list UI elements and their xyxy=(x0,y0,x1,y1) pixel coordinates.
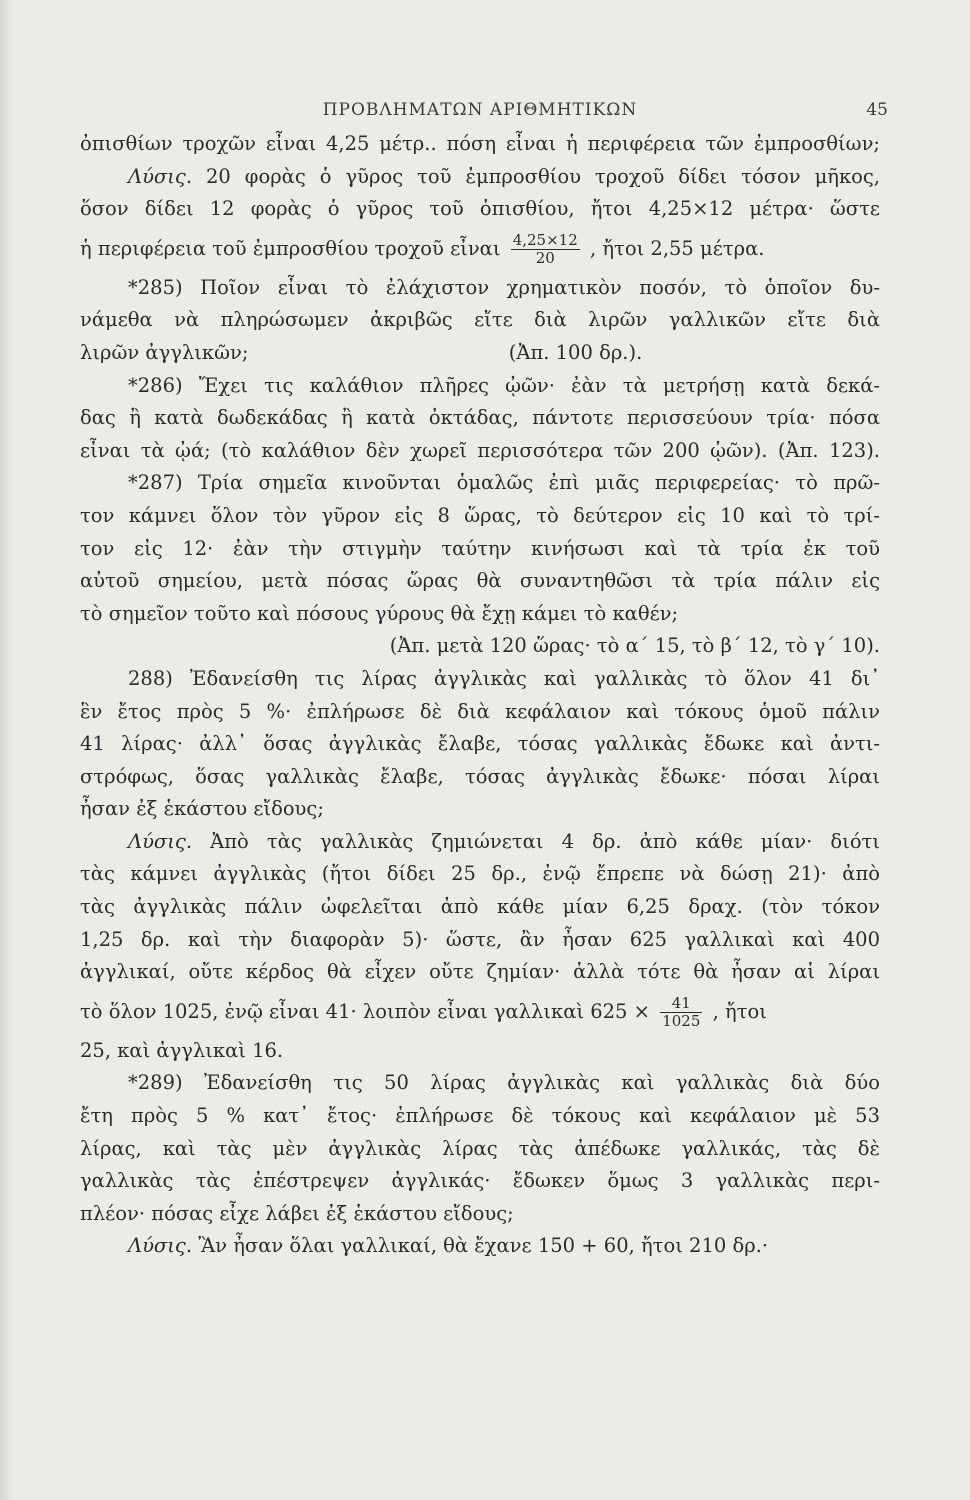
solution-label: Λύσις. xyxy=(128,829,193,853)
problem-285-start: *285) Ποῖον εἶναι τὸ ἐλάχιστον χρηματικὸν ποσόν, τὸ ὁποῖον δυ- xyxy=(128,275,880,299)
fraction xyxy=(660,995,702,1030)
solution-label: Λύσις. xyxy=(128,164,193,188)
text-line: πλέον· πόσας εἶχε λάβει ἐξ ἑκάστου εἴδους; xyxy=(80,1201,514,1225)
text-line: ἔτη πρὸς 5 % κατ᾽ ἔτος· ἐπλήρωσε δὲ τόκους καὶ κεφάλαιον μὲ 53 xyxy=(80,1104,880,1128)
page-number: 45 xyxy=(866,100,888,120)
text-line: τον εἰς 12· ἐὰν τὴν στιγμὴν ταύτην κινήσωσι καὶ τὰ τρία ἐκ τοῦ xyxy=(80,536,880,560)
text-line: γαλλικὰς τὰς ἐπέστρεψεν ἀγγλικάς· ἔδωκεν ὅμως 3 γαλλικὰς περι- xyxy=(80,1169,880,1193)
fraction-denominator: 1025 xyxy=(662,1011,701,1030)
text-line: εἶναι τὰ ᾠά; (τὸ καλάθιον δὲν χωρεῖ περισσότερα τῶν 200 ᾠῶν). (Ἀπ. 123). xyxy=(80,438,880,462)
text-line: τὸ σημεῖον τοῦτο καὶ πόσους γύρους θὰ ἔχῃ κάμει τὸ καθέν; xyxy=(80,601,679,625)
fraction-denominator: 20 xyxy=(535,248,555,267)
text-line: ἓν ἔτος πρὸς 5 %· ἐπλήρωσε δὲ διὰ κεφάλαιον καὶ τόκους ὁμοῦ πάλιν xyxy=(80,699,880,723)
fraction-numerator: 4,25×12 xyxy=(512,230,578,249)
solution-label: Λύσις. xyxy=(128,1234,193,1258)
page-header xyxy=(80,100,888,130)
text-line: ἀγγλικαί, οὔτε κέρδος θὰ εἶχεν οὔτε ζημίαν· ἀλλὰ τότε θὰ ἦσαν αἱ λίραι xyxy=(80,960,880,984)
text-line-with-fraction xyxy=(80,226,880,272)
text-line: τὰς κάμνει ἀγγλικὰς (ἤτοι δίδει 25 δρ., ἐνῷ ἔπρεπε νὰ δώσῃ 21)· ἀπὸ xyxy=(80,862,880,886)
solution-text: Λύσις. 20 φορὰς ὁ γῦρος τοῦ ἐμπροσθίου τροχοῦ δίδει τόσον μῆκος, xyxy=(128,164,880,188)
text-line: αὐτοῦ σημείου, μετὰ πόσας ὥρας θὰ συναντηθῶσι τὰ τρία πάλιν εἰς xyxy=(80,569,880,593)
text-line: ὀπισθίων τροχῶν εἶναι 4,25 μέτρ.. πόση εἶναι ἡ περιφέρεια τῶν ἐμπροσθίων; xyxy=(80,132,880,155)
text-line: στρόφως, ὅσας γαλλικὰς ἔλαβε, τόσας ἀγγλικὰς ἔδωκε· πόσαι λίραι xyxy=(80,764,880,788)
text-segment: τὸ ὅλον 1025, ἐνῷ εἶναι 41· λοιπὸν εἶναι γαλλικαὶ 625 × xyxy=(80,999,650,1023)
solution-text: Ἂν ἦσαν ὅλαι γαλλικαί, θὰ ἔχανε 150 + 60, ἤτοι 210 δρ.· xyxy=(192,1234,769,1258)
text-line: λίρας, καὶ τὰς μὲν ἀγγλικὰς λίρας τὰς ἀπέδωκε γαλλικάς, τὰς δὲ xyxy=(80,1136,880,1160)
text-segment: , ἤτοι xyxy=(712,999,767,1023)
solution-text: Ἀπὸ τὰς γαλλικὰς ζημιώνεται 4 δρ. ἀπὸ κάθε μίαν· διότι xyxy=(192,829,880,853)
problem-287-start: *287) Τρία σημεῖα κινοῦνται ὁμαλῶς ἐπὶ μιᾶς περιφερείας· τὸ πρῶ- xyxy=(128,471,880,495)
text-line-with-fraction xyxy=(80,989,880,1035)
text-line: νάμεθα νὰ πληρώσωμεν ἀκριβῶς εἴτε διὰ λιρῶν γαλλικῶν εἴτε διὰ xyxy=(80,308,880,332)
text-line: τὰς ἀγγλικὰς πάλιν ὠφελεῖται ἀπὸ κάθε μίαν 6,25 δραχ. (τὸν τόκον xyxy=(80,895,880,919)
text-line: ὅσον δίδει 12 φορὰς ὁ γῦρος τοῦ ὀπισθίου, ἤτοι 4,25×12 μέτρα· ὥστε xyxy=(80,197,880,221)
page-gutter-shadow xyxy=(0,0,14,1500)
text-line xyxy=(80,161,880,194)
text-segment: ἡ περιφέρεια τοῦ ἐμπροσθίου τροχοῦ εἶναι xyxy=(80,236,501,260)
text-line: 41 λίρας· ἀλλ᾽ ὅσας ἀγγλικὰς ἔλαβε, τόσας γαλλικὰς ἔδωκε καὶ ἀντι- xyxy=(80,732,880,756)
text-line: 25, καὶ ἀγγλικαὶ 16. xyxy=(80,1038,284,1062)
text-line: λιρῶν ἀγγλικῶν; (Ἀπ. 100 δρ.). xyxy=(80,340,643,364)
text-line: 1,25 δρ. καὶ τὴν διαφορὰν 5)· ὥστε, ἂν ἦσαν 625 γαλλικαὶ καὶ 400 xyxy=(80,927,880,951)
problem-288-start: 288) Ἐδανείσθη τις λίρας ἀγγλικὰς καὶ γαλλικὰς τὸ ὅλον 41 δι᾽ xyxy=(128,666,880,690)
problem-286-start: *286) Ἔχει τις καλάθιον πλῆρες ᾠῶν· ἐὰν τὰ μετρήσῃ κατὰ δεκά- xyxy=(128,373,880,397)
text-line: τον κάμνει ὅλον τὸν γῦρον εἰς 8 ὥρας, τὸ δεύτερον εἰς 10 καὶ τὸ τρί- xyxy=(80,503,880,527)
problem-289-start: *289) Ἐδανείσθη τις 50 λίρας ἀγγλικὰς καὶ γαλλικὰς διὰ δύο xyxy=(128,1071,880,1095)
answer-line: (Ἀπ. μετὰ 120 ὥρας· τὸ α΄ 15, τὸ β΄ 12, τὸ γ΄ 10). xyxy=(389,634,880,658)
text-line: δας ἢ κατὰ δωδεκάδας ἢ κατὰ ὀκτάδας, πάντοτε περισσεύουν τρία· πόσα xyxy=(80,406,880,430)
text-line: ἦσαν ἐξ ἑκάστου εἴδους; xyxy=(80,797,324,821)
fraction-numerator: 41 xyxy=(660,995,702,1013)
solution-line xyxy=(80,826,880,859)
running-title: ΠΡΟΒΛΗΜΑΤΩΝ ΑΡΙΘΜΗΤΙΚΩΝ xyxy=(322,100,638,120)
page-body xyxy=(80,128,880,1263)
fraction xyxy=(511,232,580,267)
solution-line xyxy=(80,1230,880,1263)
text-segment: , ἤτοι 2,55 μέτρα. xyxy=(589,236,765,260)
